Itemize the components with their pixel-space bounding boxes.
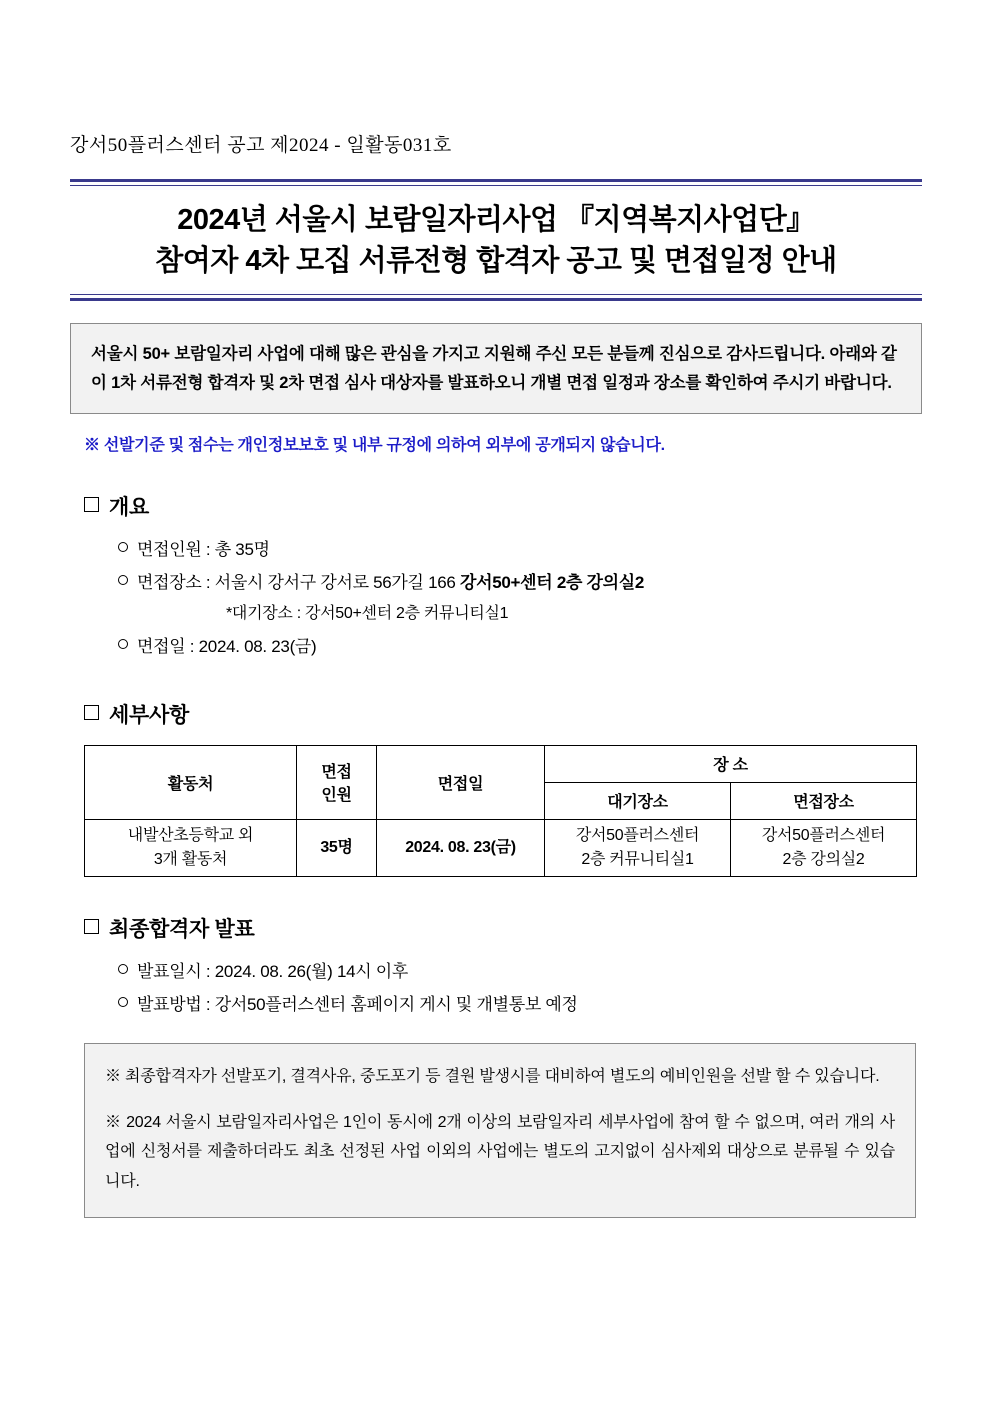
list-item: [118, 630, 922, 663]
title-line-2: 참여자 4차 모집 서류전형 합격자 공고 및 면접일정 안내: [155, 245, 837, 278]
overview-item-0-label: 면접인원 : 총 35명: [137, 540, 270, 560]
cell-wait-place: [545, 819, 731, 876]
notes-box: [84, 1043, 916, 1217]
final-result-heading: [84, 913, 922, 943]
list-item: [118, 988, 922, 1021]
table-header-interview-place: 면접장소: [731, 782, 917, 819]
final-result-item-1-label: 발표방법 : 강서50플러스센터 홈페이지 게시 및 개별통보 예정: [137, 995, 578, 1015]
note-item-0: ※ 최종합격자가 선발포기, 결격사유, 중도포기 등 결원 발생시를 대비하여 별도의 예비인원을 선발 할 수 있습니다.: [105, 1068, 880, 1086]
overview-heading-label: 개요: [109, 496, 149, 520]
table-header-count-line1: 면접: [321, 764, 352, 782]
table-header-place-group: 장 소: [545, 745, 917, 782]
table-row: [85, 819, 917, 876]
table-header-count: [297, 745, 377, 819]
details-heading: [84, 699, 922, 729]
table-header-count-line2: 인원: [321, 787, 352, 805]
details-table: [84, 745, 917, 877]
table-header-wait-place: 대기장소: [545, 782, 731, 819]
final-result-item-0-label: 발표일시 : 2024. 08. 26(월) 14시 이후: [137, 961, 409, 981]
section-final-result: [70, 913, 922, 1021]
cell-interview-place-line1: 강서50플러스센터: [761, 826, 886, 844]
document-number: 강서50플러스센터 공고 제2024 - 일활동031호: [70, 135, 452, 156]
cell-date: 2024. 08. 23(금): [377, 819, 545, 876]
overview-heading: [84, 491, 922, 521]
page-title: [70, 200, 922, 282]
title-line-1: 2024년 서울시 보람일자리사업 『지역복지사업단』: [177, 204, 815, 236]
note-item-1: ※ 2024 서울시 보람일자리사업은 1인이 동시에 2개 이상의 보람일자리 세부사업에 참여 할 수 없으며, 여러 개의 사업에 신청서를 제출하더라도 최초 선정된 사업 이외의 사업에는 별도의 고지없이 심사제외 대상으로 분류될 수 있습니다.: [105, 1113, 895, 1190]
cell-activity-line1: 내발산초등학교 외: [127, 826, 254, 844]
cell-activity-line2: 3개 활동처: [153, 850, 228, 868]
overview-sub-note: *대기장소 : 강서50+센터 2층 커뮤니티실1: [226, 605, 509, 623]
circle-bullet-icon: [118, 542, 128, 552]
circle-bullet-icon: [118, 639, 128, 649]
table-header-activity: 활동처: [85, 745, 297, 819]
overview-item-1-venue: 강서50+센터 2층 강의실2: [460, 573, 645, 593]
final-result-list: [118, 955, 922, 1021]
cell-wait-place-line1: 강서50플러스센터: [575, 826, 700, 844]
cell-interview-place: [731, 819, 917, 876]
table-header-date: 면접일: [377, 745, 545, 819]
overview-item-1-label: 면접장소 : 서울시 강서구 강서로 56가길 166: [137, 573, 460, 593]
cell-count: 35명: [297, 819, 377, 876]
privacy-notice: ※ 선발기준 및 점수는 개인정보보호 및 내부 규정에 의하여 외부에 공개되지 않습니다.: [84, 437, 665, 455]
circle-bullet-icon: [118, 997, 128, 1007]
final-result-heading-label: 최종합격자 발표: [109, 917, 255, 941]
list-item: [118, 533, 922, 566]
cell-interview-place-line2: 2층 강의실2: [782, 850, 865, 868]
square-bullet-icon: [84, 919, 99, 934]
overview-item-2-label: 면접일 : 2024. 08. 23(금): [137, 636, 317, 656]
list-item: [118, 566, 922, 599]
section-details: [70, 699, 922, 877]
cell-activity: [85, 819, 297, 876]
list-item: [118, 955, 922, 988]
details-heading-label: 세부사항: [109, 703, 189, 727]
overview-list: [118, 533, 922, 663]
circle-bullet-icon: [118, 575, 128, 585]
cell-wait-place-line2: 2층 커뮤니티실1: [581, 850, 694, 868]
table-header-row: [85, 745, 917, 782]
section-overview: [70, 491, 922, 663]
square-bullet-icon: [84, 497, 99, 512]
square-bullet-icon: [84, 705, 99, 720]
intro-paragraph: 서울시 50+ 보람일자리 사업에 대해 많은 관심을 가지고 지원해 주신 모든 분들께 진심으로 감사드립니다. 아래와 같이 1차 서류전형 합격자 및 2차 면접 심사 대상자를 발표하오니 개별 면접 일정과 장소를 확인하여 주시기 바랍니다.: [70, 323, 922, 414]
title-rule-top: [70, 179, 922, 186]
circle-bullet-icon: [118, 964, 128, 974]
title-rule-bottom: [70, 294, 922, 301]
